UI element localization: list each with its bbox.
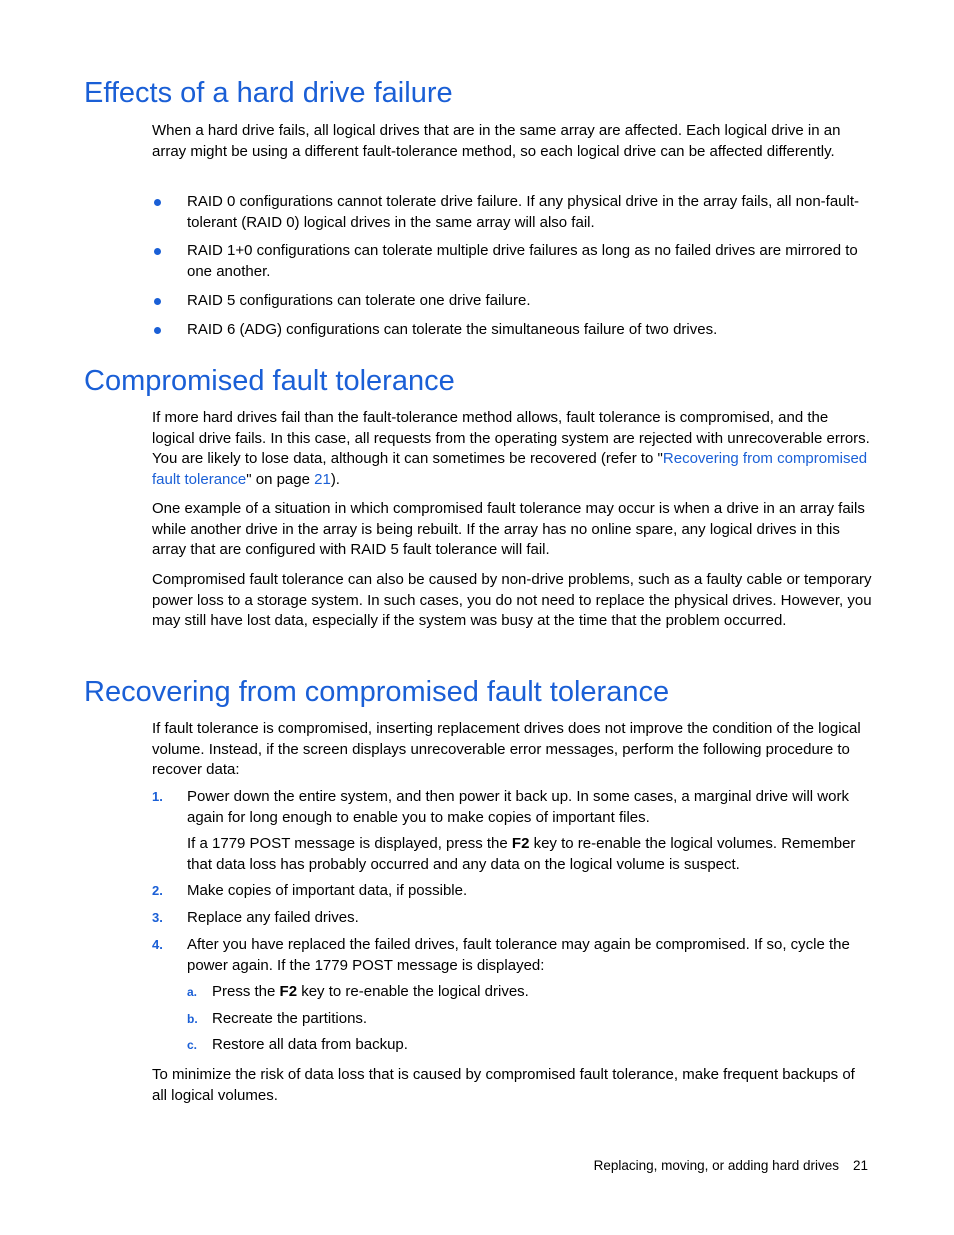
key-label: F2 bbox=[279, 983, 298, 1000]
note-text: key to re-enable the logical volumes. Remember that data loss has probably occurred and any data on the logical volume is suspect. bbox=[187, 835, 856, 873]
section2-para1 bbox=[152, 408, 872, 490]
section-heading-recovering: Recovering from compromised fault tolerance bbox=[84, 676, 670, 708]
section-heading-effects: Effects of a hard drive failure bbox=[84, 77, 453, 109]
footer-page-number: 21 bbox=[852, 1158, 868, 1173]
key-label: F2 bbox=[511, 835, 530, 852]
bullet-text: RAID 0 configurations cannot tolerate drive failure. If any physical drive in the array fails, all non-fault-tolerant (RAID 0) logical drives in the same array will also fail. bbox=[187, 193, 859, 231]
paragraph-text: " on page bbox=[246, 470, 315, 488]
note-text: If a 1779 POST message is displayed, press the bbox=[187, 835, 512, 852]
substep-text: Recreate the partitions. bbox=[212, 1010, 368, 1027]
step-number: 2. bbox=[152, 883, 163, 898]
paragraph-text: If more hard drives fail than the fault-tolerance method allows, fault tolerance is compromised, and the logical drive fails. In this case, all requests from the operating system are rejected with unrecoverable errors. You are likely to lose data, although it can sometimes be recovered (refer to " bbox=[152, 409, 870, 468]
step-number: 3. bbox=[152, 910, 163, 925]
substep-letter: a. bbox=[187, 985, 198, 999]
substep-letter: b. bbox=[187, 1012, 198, 1026]
section1-intro bbox=[152, 121, 872, 162]
footer-chapter-title: Replacing, moving, or adding hard drives bbox=[593, 1158, 839, 1173]
page-footer bbox=[594, 1158, 868, 1173]
step-text: Make copies of important data, if possible. bbox=[187, 882, 468, 899]
paragraph: When a hard drive fails, all logical drives that are in the same array are affected. Each logical drive in an array might be using a different fault-tolerance method, so each logical drive can be affected differently. bbox=[152, 122, 841, 160]
section3-closing bbox=[152, 1065, 872, 1106]
bullet-text: RAID 6 (ADG) configurations can tolerate the simultaneous failure of two drives. bbox=[187, 321, 718, 338]
substep-letter: c. bbox=[187, 1038, 198, 1052]
step-text: Power down the entire system, and then power it back up. In some cases, a marginal drive will work again for long enough to enable you to make copies of important files. bbox=[187, 788, 849, 826]
section3-intro bbox=[152, 719, 872, 781]
bullet-text: RAID 1+0 configurations can tolerate multiple drive failures as long as no failed drives are mirrored to one another. bbox=[187, 242, 858, 280]
section-heading-compromised: Compromised fault tolerance bbox=[84, 365, 455, 397]
step-number: 1. bbox=[152, 789, 163, 804]
paragraph: One example of a situation in which compromised fault tolerance may occur is when a drive in an array fails while another drive in the array is being rebuilt. If the array has no online spare, any logical drives in this array that are configured with RAID 5 fault tolerance will fail. bbox=[152, 500, 865, 559]
bullet-icon bbox=[154, 298, 161, 305]
substep-text-part: Press the bbox=[212, 983, 280, 1000]
bullet-icon bbox=[154, 327, 161, 334]
step-text: After you have replaced the failed drives, fault tolerance may again be compromised. If so, cycle the power again. If the 1779 POST message is displayed: bbox=[187, 936, 850, 974]
substep-text: Restore all data from backup. bbox=[212, 1036, 408, 1053]
bullet-icon bbox=[154, 199, 161, 206]
cross-reference-link[interactable]: Recovering from compromised fault tolerance bbox=[152, 450, 868, 488]
step-note-text bbox=[187, 834, 872, 875]
paragraph: Compromised fault tolerance can also be caused by non-drive problems, such as a faulty cable or temporary power loss to a storage system. In such cases, you do not need to replace the physical drives. However, you may still have lost data, especially if the system was busy at the time that the problem occurred. bbox=[152, 571, 872, 630]
page-number-link[interactable]: 21 bbox=[314, 470, 331, 488]
substep-text-part: key to re-enable the logical drives. bbox=[297, 983, 529, 1000]
paragraph bbox=[152, 408, 872, 490]
step-text: Replace any failed drives. bbox=[187, 909, 359, 926]
substep-text bbox=[212, 982, 872, 1003]
paragraph: If fault tolerance is compromised, inserting replacement drives does not improve the condition of the logical volume. Instead, if the screen displays unrecoverable error messages, perform the following procedure to recover data: bbox=[152, 720, 861, 779]
section2-para3 bbox=[152, 570, 872, 632]
paragraph: To minimize the risk of data loss that is caused by compromised fault tolerance, make frequent backups of all logical volumes. bbox=[152, 1066, 855, 1104]
bullet-icon bbox=[154, 248, 161, 255]
paragraph-text: ). bbox=[330, 470, 340, 488]
step-number: 4. bbox=[152, 937, 163, 952]
bullet-text: RAID 5 configurations can tolerate one drive failure. bbox=[187, 292, 531, 309]
section2-para2 bbox=[152, 499, 872, 561]
